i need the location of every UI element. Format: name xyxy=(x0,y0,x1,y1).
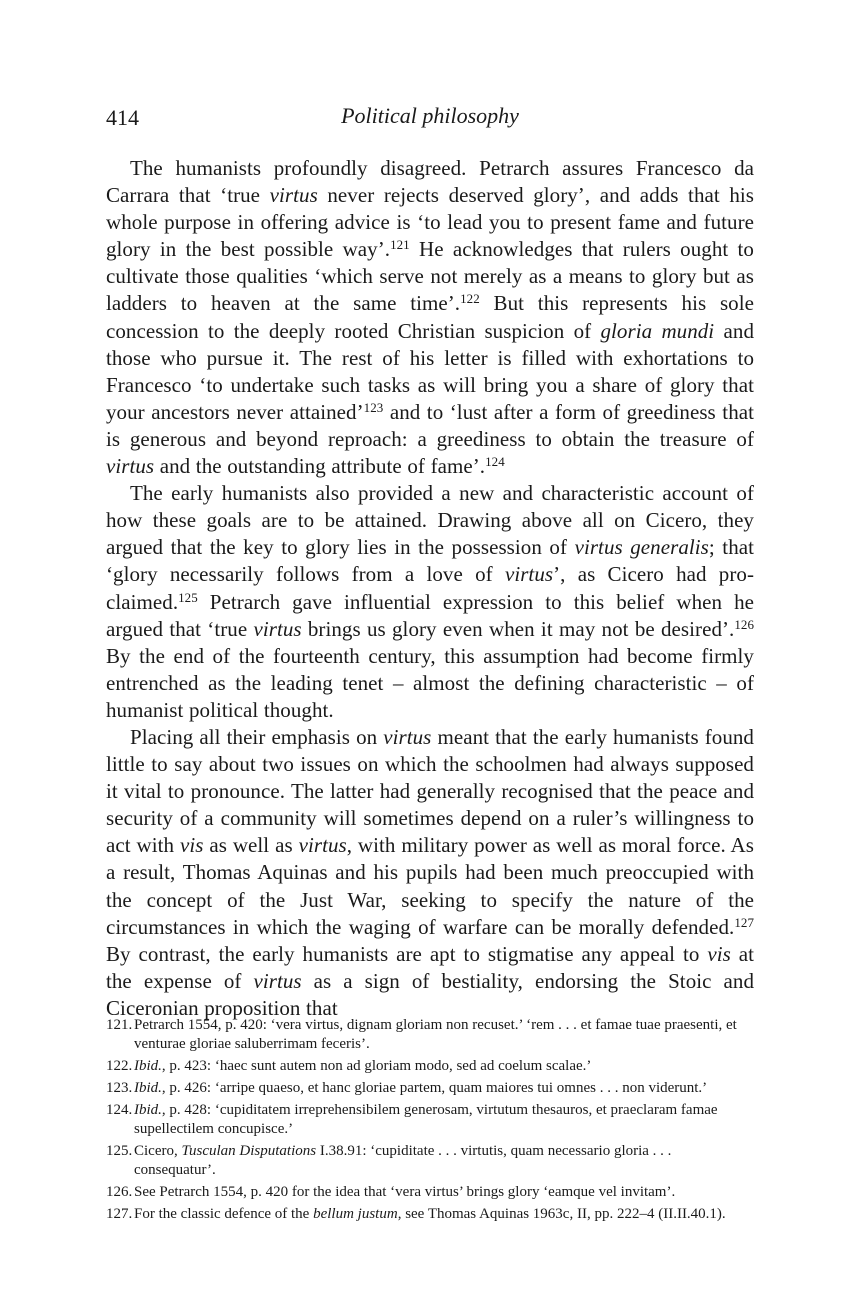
italic-text: vis xyxy=(707,941,731,966)
body-paragraph xyxy=(106,724,754,1022)
text-run: Cicero, xyxy=(134,1142,182,1159)
footnote-ref: 124 xyxy=(485,454,505,470)
text-run: The early humanists also provided a new and characteristic account of how these goals are to be attained. Drawing above all on Cicero, they argued that the key to glory lies in the possession of xyxy=(106,481,754,560)
italic-text: virtus xyxy=(253,616,302,641)
footnote-number: 123. xyxy=(106,1079,133,1096)
body-text xyxy=(106,155,754,1022)
text-run: at the expense of xyxy=(106,941,755,993)
body-paragraph xyxy=(106,155,754,480)
page-header xyxy=(106,101,754,137)
footnote-ref: 121 xyxy=(390,237,410,253)
text-run: as a sign of bestiality, endorsing the Stoic and Ciceronian proposition that xyxy=(106,968,754,1020)
body-paragraph xyxy=(106,480,754,724)
footnote-number: 121. xyxy=(106,1017,133,1033)
footnote xyxy=(106,1101,754,1140)
italic-text: Ibid. xyxy=(134,1058,162,1075)
text-run: , p. 423: ‘haec sunt autem non ad gloriam modo, sed ad coelum scalae.’ xyxy=(161,1058,592,1075)
text-run: and to ‘lust after a form of greediness that is generous and beyond reproach: a greediness to obtain the treasure of xyxy=(106,399,754,451)
text-run: , p. 426: ‘arripe quaeso, et hanc gloriae partem, quam maiores tui omnes . . . non viderunt.’ xyxy=(161,1079,708,1096)
footnote-number: 126. xyxy=(106,1183,133,1200)
text-run: , with military power as well as moral force. As a result, Thomas Aquinas and his pupils had been much preoccupied with the concept of the Just War, seeking to specify the nature of the circumstances in which the waging of warfare can be morally defended. xyxy=(106,833,754,939)
footnote-number: 127. xyxy=(106,1205,133,1222)
footnote-text xyxy=(134,1016,754,1055)
text-run: By the end of the fourteenth century, this assumption had become firmly entrenched as the leading tenet – almost the defining characteristic – of humanist political thought. xyxy=(106,643,754,722)
footnote-number: 124. xyxy=(106,1101,133,1118)
italic-text: Ibid. xyxy=(134,1079,162,1096)
italic-text: gloria mundi xyxy=(600,318,715,343)
text-run: and the outstanding attribute of fame’. xyxy=(154,454,486,479)
footnote xyxy=(106,1183,754,1202)
text-run: By contrast, the early humanists are apt to stigmatise any appeal to xyxy=(106,941,708,966)
footnote xyxy=(106,1079,754,1098)
footnote-text xyxy=(134,1142,754,1181)
text-run: Placing all their emphasis on xyxy=(130,724,384,749)
footnote-text xyxy=(134,1183,754,1202)
italic-text: virtus xyxy=(504,562,554,587)
text-run: ’, as Cicero had pro-claimed. xyxy=(106,562,754,614)
footnote xyxy=(106,1057,754,1076)
footnote-text xyxy=(134,1101,754,1140)
text-run: as well as xyxy=(203,833,299,858)
footnote-ref: 127 xyxy=(734,914,754,930)
italic-text: virtus xyxy=(106,454,155,479)
running-head: Political philosophy xyxy=(341,103,519,128)
text-run: brings us glory even when it may not be desired’. xyxy=(301,616,735,641)
text-run: But this represents his sole concession to the deeply rooted Christian suspicion of xyxy=(106,291,754,343)
footnote-number: 125. xyxy=(106,1142,133,1159)
italic-text: virtus xyxy=(253,968,302,993)
footnote xyxy=(106,1205,754,1224)
text-run: See Petrarch 1554, p. 420 for the idea that ‘vera virtus’ brings glory ‘eamque vel invitam’. xyxy=(134,1183,676,1200)
text-run: Petrarch 1554, p. 420: ‘vera virtus, dignam gloriam non recuset.’ ‘rem . . . et famae tuae praesenti, et venturae gloriae saluberrimam feceris’. xyxy=(134,1017,737,1053)
italic-text: Tusculan Disputations xyxy=(181,1142,317,1159)
italic-text: vis xyxy=(179,833,204,858)
footnote-text xyxy=(134,1205,754,1224)
italic-text: bellum justum xyxy=(313,1205,398,1222)
italic-text: virtus xyxy=(383,724,432,749)
footnote-number: 122. xyxy=(106,1058,133,1075)
footnote-text xyxy=(134,1057,754,1076)
italic-text: virtus xyxy=(269,183,318,208)
text-run: , see Thomas Aquinas 1963c, II, pp. 222–4 (II.II.40.1). xyxy=(397,1205,726,1222)
text-run: He acknowledges that rulers ought to cultivate those qualities ‘which serve not merely as a means to glory but as ladders to heaven at the same time’. xyxy=(106,237,754,316)
page-number: 414 xyxy=(106,105,139,130)
text-run: ; that ‘glory necessarily follows from a love of xyxy=(106,535,754,587)
footnote-ref: 126 xyxy=(734,616,754,632)
footnote-ref: 122 xyxy=(460,291,480,307)
italic-text: virtus xyxy=(298,833,347,858)
text-run: meant that the early humanists found little to say about two issues on which the schoolmen had always supposed it vital to pronounce. The latter had generally recognised that the peace and security of a community will sometimes depend on a ruler’s willingness to act with xyxy=(106,724,754,858)
text-run: Petrarch gave influential expression to this belief when he argued that ‘true xyxy=(106,589,754,641)
italic-text: virtus generalis xyxy=(574,535,709,560)
text-run: The humanists profoundly disagreed. Petrarch assures Francesco da Carrara that ‘true xyxy=(106,156,754,208)
text-run: For the classic defence of the xyxy=(134,1205,314,1222)
footnotes xyxy=(106,1016,754,1226)
text-run: and those who pursue it. The rest of his letter is filled with exhortations to Francesco ‘to undertake such tasks as will bring you a share of glory that your ancestors never attained’ xyxy=(106,318,754,424)
footnote xyxy=(106,1142,754,1181)
footnote-text xyxy=(134,1079,754,1098)
italic-text: Ibid. xyxy=(134,1101,162,1118)
text-run: I.38.91: ‘cupiditate . . . virtutis, quam necessario gloria . . . consequatur’. xyxy=(134,1142,672,1179)
footnote xyxy=(106,1016,754,1055)
text-run: never rejects deserved glory’, and adds that his whole purpose in offering advice is ‘to lead you to present fame and future glory in the best possible way’. xyxy=(106,183,754,262)
footnote-ref: 125 xyxy=(178,589,198,605)
footnote-ref: 123 xyxy=(363,399,384,415)
text-run: , p. 428: ‘cupiditatem irreprehensibilem generosam, virtutum thesauros, et praeclaram famae supellectilem concupisce.’ xyxy=(134,1101,718,1137)
